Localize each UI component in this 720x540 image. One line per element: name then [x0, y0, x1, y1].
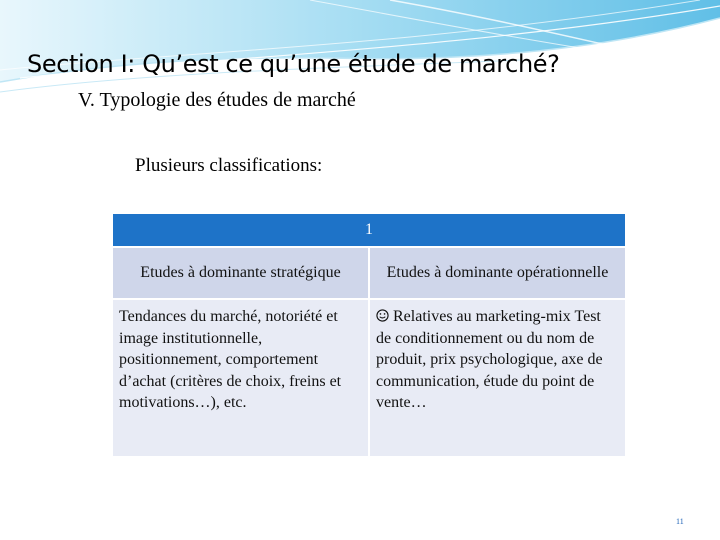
- table-header-row: [112, 247, 626, 299]
- table-body-row: [112, 299, 626, 457]
- classification-table: [111, 212, 627, 458]
- column-header-strategic: Etudes à dominante stratégique: [112, 247, 369, 299]
- cell-strategic-body: [112, 299, 369, 457]
- table-top-row: [112, 213, 626, 247]
- page-number: 11: [676, 517, 684, 526]
- cell-operational-body: [369, 299, 626, 457]
- table-top-label: 1: [112, 213, 626, 247]
- strategic-body-text: Tendances du marché, notoriété et image institutionnelle, positionnement, comportement d’achat (critères de choix, freins et motivations…), etc.: [119, 308, 342, 412]
- slide-title: Section I: Qu’est ce qu’une étude de marché?: [27, 50, 560, 78]
- intro-text: Plusieurs classifications:: [135, 155, 323, 176]
- slide-subtitle: V. Typologie des études de marché: [78, 89, 356, 111]
- operational-body-text: Relatives au marketing-mix Test de conditionnement ou du nom de produit, prix psychologique, axe de communication, étude du point de vente…: [376, 308, 603, 412]
- smiley-icon: [376, 309, 389, 322]
- column-header-operational: Etudes à dominante opérationnelle: [369, 247, 626, 299]
